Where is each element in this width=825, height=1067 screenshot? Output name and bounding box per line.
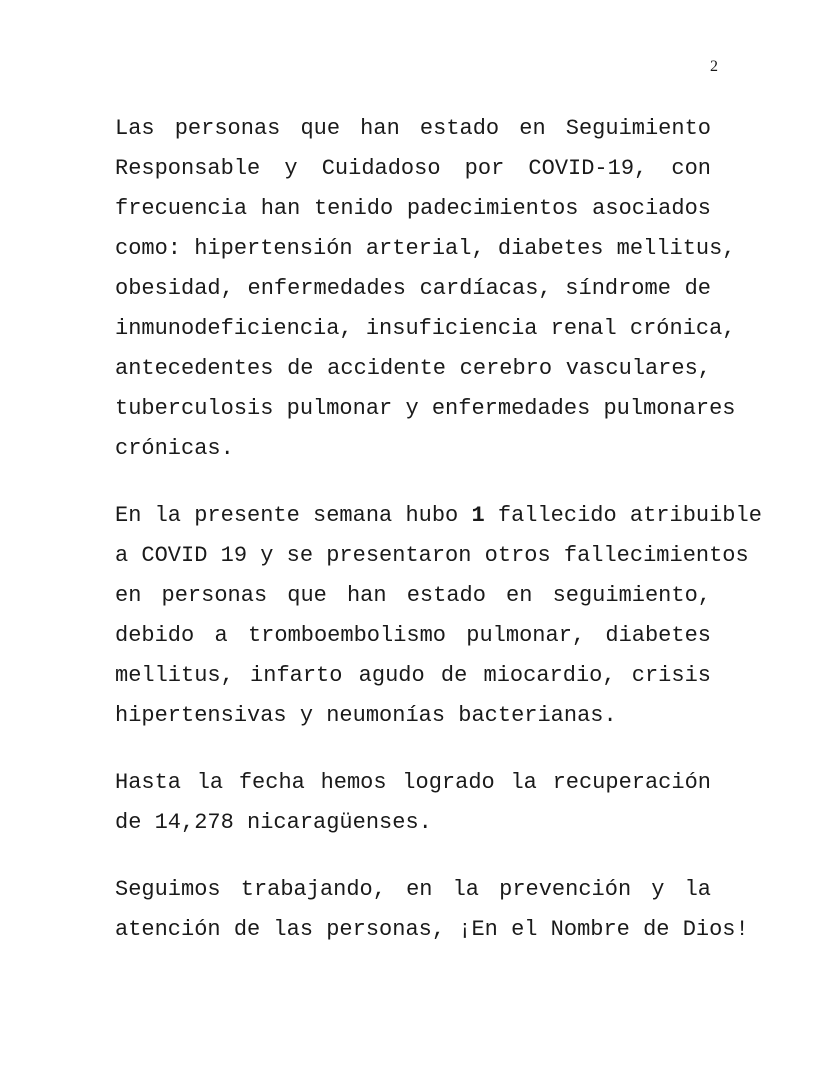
text-line: debido a tromboembolismo pulmonar, diabetes — [115, 623, 711, 648]
text-line: mellitus, infarto agudo de miocardio, crisis — [115, 663, 711, 688]
text-line: Las personas que han estado en Seguimiento — [115, 116, 711, 141]
text-line: inmunodeficiencia, insuficiencia renal crónica, — [115, 316, 736, 341]
document-body — [115, 109, 762, 977]
text-line: antecedentes de accidente cerebro vasculares, — [115, 356, 711, 381]
text-line: de 14,278 nicaragüenses. — [115, 810, 432, 835]
text-line: crónicas. — [115, 436, 234, 461]
text-segment: fallecido atribuible — [484, 503, 762, 528]
text-line: tuberculosis pulmonar y enfermedades pulmonares — [115, 396, 736, 421]
text-line: Hasta la fecha hemos logrado la recuperación — [115, 770, 711, 795]
text-segment: En la presente semana hubo — [115, 503, 472, 528]
text-line: atención de las personas, ¡En el Nombre de Dios! — [115, 917, 749, 942]
text-line: Seguimos trabajando, en la prevención y la — [115, 877, 711, 902]
text-line: hipertensivas y neumonías bacterianas. — [115, 703, 617, 728]
text-line — [115, 496, 762, 536]
paragraph-closing — [115, 870, 749, 950]
text-line: en personas que han estado en seguimiento, — [115, 583, 711, 608]
paragraph-deaths — [115, 496, 762, 736]
text-line: a COVID 19 y se presentaron otros fallecimientos — [115, 543, 749, 568]
deaths-count: 1 — [471, 503, 485, 528]
paragraph-recovery — [115, 763, 711, 843]
paragraph-comorbidities — [115, 109, 736, 469]
text-line: Responsable y Cuidadoso por COVID-19, con — [115, 156, 711, 181]
text-line: frecuencia han tenido padecimientos asociados — [115, 196, 711, 221]
text-line: obesidad, enfermedades cardíacas, síndrome de — [115, 276, 711, 301]
page-number: 2 — [710, 58, 718, 75]
text-line: como: hipertensión arterial, diabetes mellitus, — [115, 236, 736, 261]
